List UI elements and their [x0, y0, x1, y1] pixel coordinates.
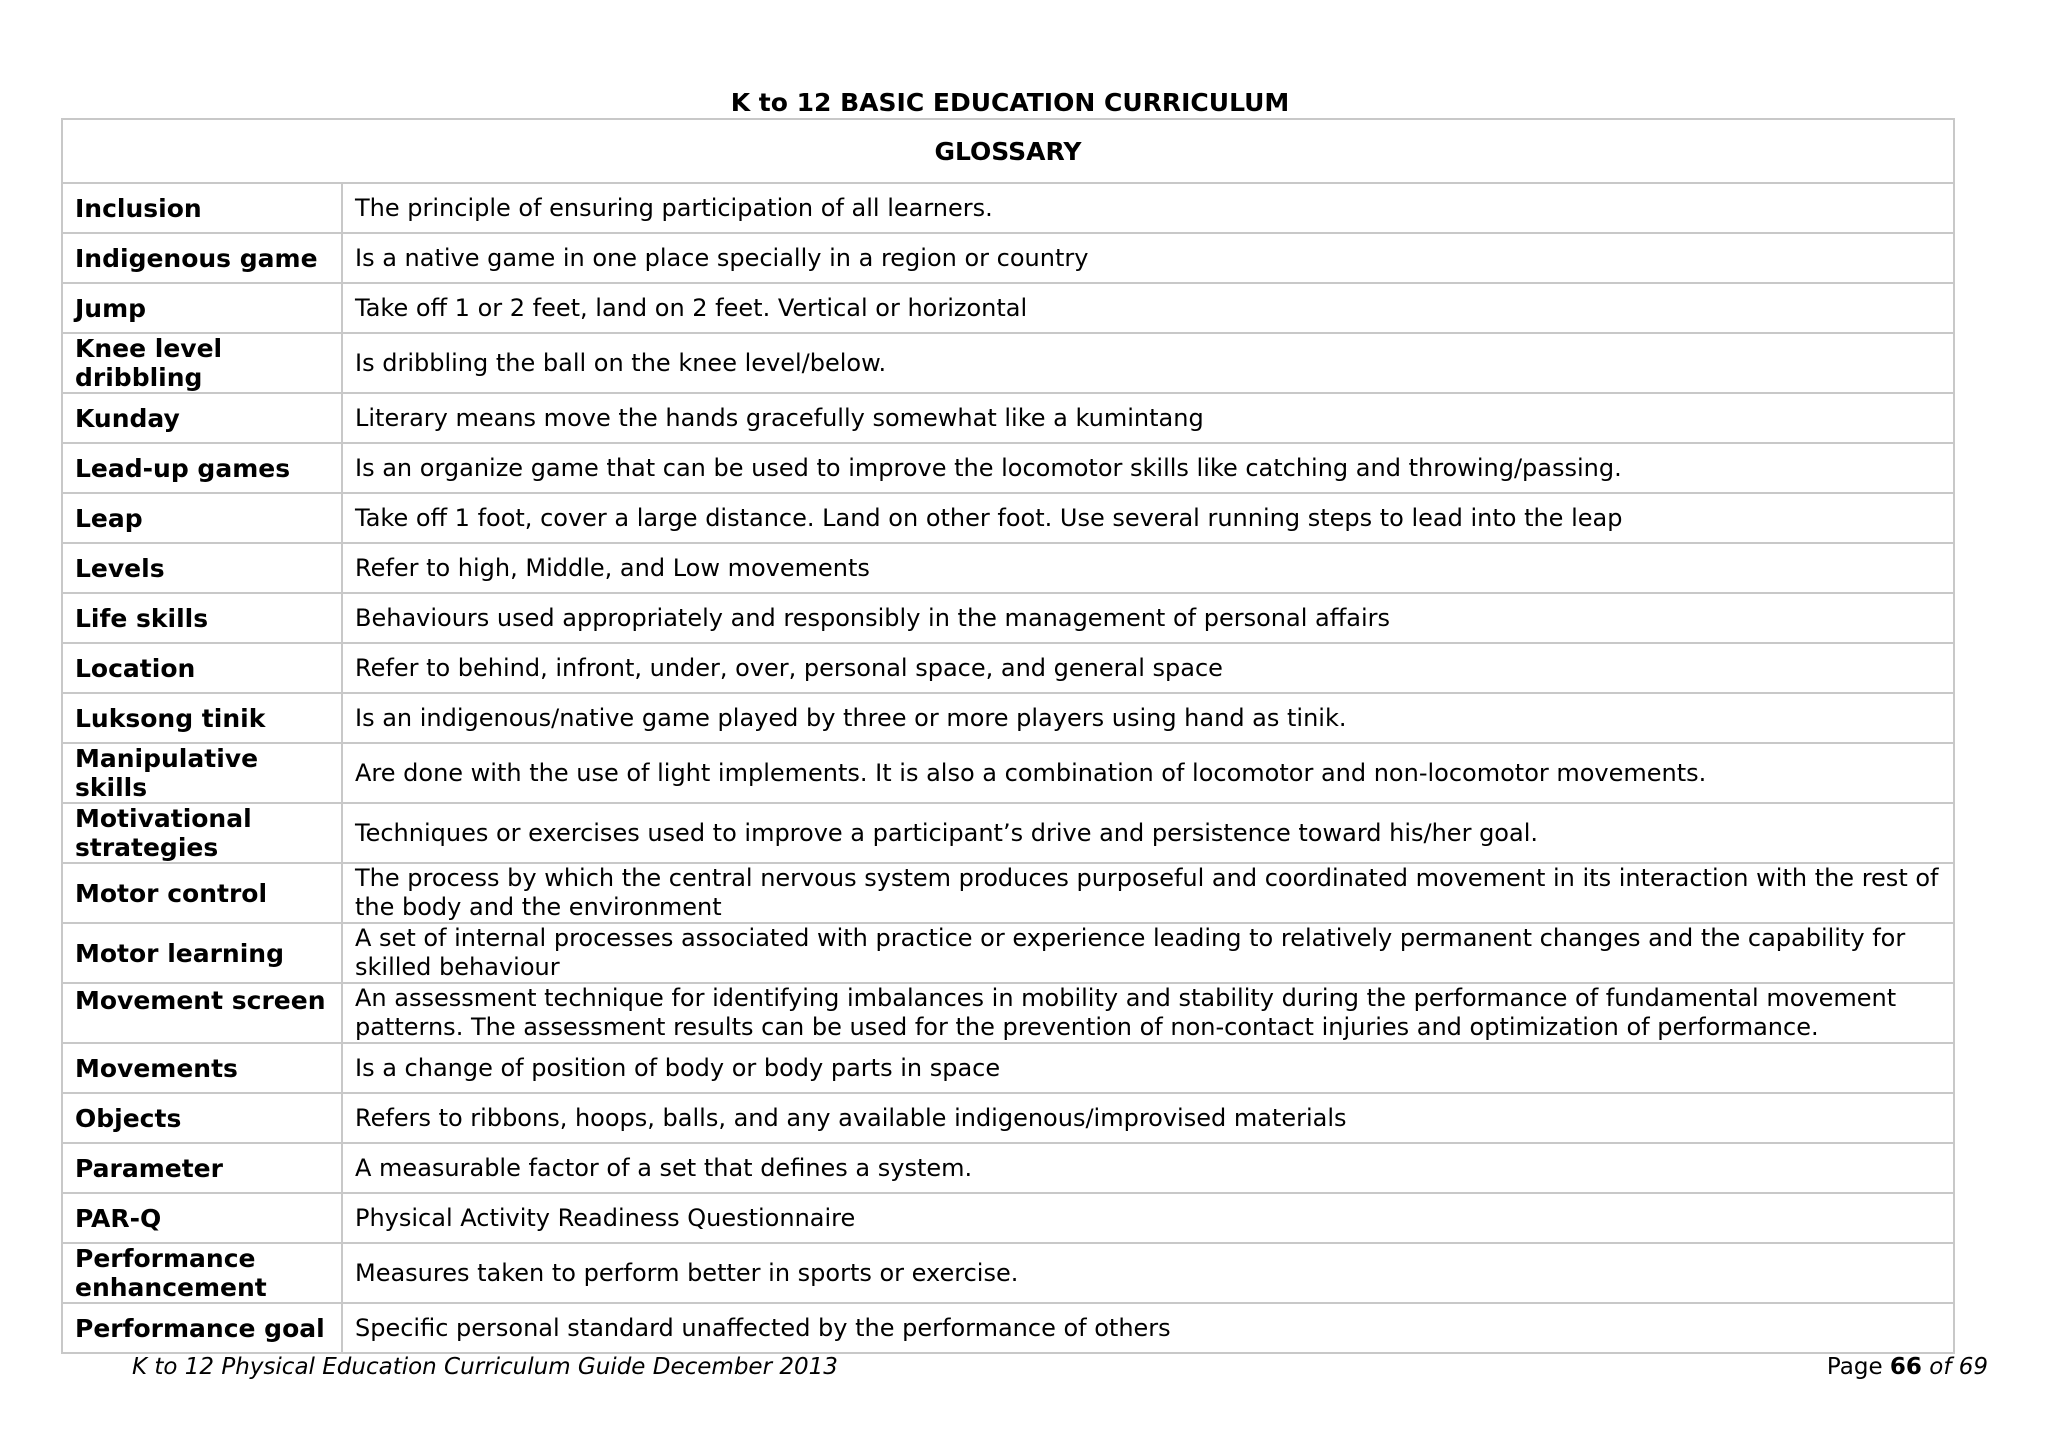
- table-row: [62, 1303, 1954, 1353]
- glossary-term: Motor control: [62, 863, 342, 923]
- glossary-term: Performance goal: [62, 1303, 342, 1353]
- glossary-term: Inclusion: [62, 183, 342, 233]
- glossary-definition: Techniques or exercises used to improve a participant’s drive and persistence toward his/her goal.: [342, 803, 1954, 863]
- glossary-term: Jump: [62, 283, 342, 333]
- guide-title: K to 12 Physical Education Curriculum Guide December 2013: [132, 1354, 838, 1380]
- glossary-term: Motivational strategies: [62, 803, 342, 863]
- glossary-definition: Take off 1 or 2 feet, land on 2 feet. Vertical or horizontal: [342, 283, 1954, 333]
- glossary-definition: The process by which the central nervous system produces purposeful and coordinated movement in its interaction with the rest of the body and the environment: [342, 863, 1954, 923]
- glossary-definition: Is dribbling the ball on the knee level/below.: [342, 333, 1954, 393]
- glossary-heading-row: [62, 119, 1954, 183]
- glossary-term: Leap: [62, 493, 342, 543]
- glossary-term: Parameter: [62, 1143, 342, 1193]
- glossary-term: Indigenous game: [62, 233, 342, 283]
- glossary-definition: Measures taken to perform better in sports or exercise.: [342, 1243, 1954, 1303]
- table-row: [62, 1043, 1954, 1093]
- table-row: [62, 1243, 1954, 1303]
- glossary-term: Performance enhancement: [62, 1243, 342, 1303]
- glossary-term: Levels: [62, 543, 342, 593]
- glossary-definition: Physical Activity Readiness Questionnaire: [342, 1193, 1954, 1243]
- table-row: [62, 543, 1954, 593]
- table-row: [62, 1093, 1954, 1143]
- glossary-term: Life skills: [62, 593, 342, 643]
- table-row: [62, 393, 1954, 443]
- glossary-definition: Is a native game in one place specially in a region or country: [342, 233, 1954, 283]
- glossary-definition: Specific personal standard unaffected by the performance of others: [342, 1303, 1954, 1353]
- glossary-definition: Refers to ribbons, hoops, balls, and any available indigenous/improvised materials: [342, 1093, 1954, 1143]
- table-row: [62, 1143, 1954, 1193]
- page-label: Page: [1826, 1354, 1883, 1380]
- glossary-definition: Literary means move the hands gracefully somewhat like a kumintang: [342, 393, 1954, 443]
- glossary-term: Manipulative skills: [62, 743, 342, 803]
- table-row: [62, 233, 1954, 283]
- glossary-term: Movements: [62, 1043, 342, 1093]
- page-indicator: [1827, 1352, 1988, 1382]
- glossary-definition: An assessment technique for identifying imbalances in mobility and stability during the performance of fundamental movement patterns. The assessment results can be used for the prevention of non-contact injuries and optimization of performance.: [342, 983, 1954, 1043]
- glossary-definition: Are done with the use of light implements. It is also a combination of locomotor and non-locomotor movements.: [342, 743, 1954, 803]
- page-number: 66: [1889, 1354, 1922, 1380]
- table-row: [62, 593, 1954, 643]
- glossary-definition: Refer to behind, infront, under, over, personal space, and general space: [342, 643, 1954, 693]
- page-footer: [132, 1352, 1988, 1382]
- table-row: [62, 923, 1954, 983]
- glossary-term: Location: [62, 643, 342, 693]
- table-row: [62, 443, 1954, 493]
- glossary-term: Luksong tinik: [62, 693, 342, 743]
- table-row: [62, 863, 1954, 923]
- table-row: [62, 1193, 1954, 1243]
- glossary-definition: Is an organize game that can be used to improve the locomotor skills like catching and throwing/passing.: [342, 443, 1954, 493]
- table-row: [62, 333, 1954, 393]
- glossary-definition: A measurable factor of a set that defines a system.: [342, 1143, 1954, 1193]
- glossary-term: Objects: [62, 1093, 342, 1143]
- table-row: [62, 743, 1954, 803]
- glossary-definition: Behaviours used appropriately and responsibly in the management of personal affairs: [342, 593, 1954, 643]
- glossary-term: PAR-Q: [62, 1193, 342, 1243]
- glossary-term: Motor learning: [62, 923, 342, 983]
- table-row: [62, 803, 1954, 863]
- glossary-term: Movement screen: [62, 983, 342, 1043]
- table-row: [62, 493, 1954, 543]
- table-row: [62, 693, 1954, 743]
- glossary-term: Lead-up games: [62, 443, 342, 493]
- page-total: of 69: [1929, 1354, 1988, 1380]
- glossary-section-title: GLOSSARY: [62, 119, 1954, 183]
- glossary-definition: Is an indigenous/native game played by three or more players using hand as tinik.: [342, 693, 1954, 743]
- glossary-term: Knee level dribbling: [62, 333, 342, 393]
- glossary-definition: The principle of ensuring participation of all learners.: [342, 183, 1954, 233]
- table-row: [62, 283, 1954, 333]
- glossary-table: [61, 118, 1955, 1354]
- glossary-definition: Is a change of position of body or body parts in space: [342, 1043, 1954, 1093]
- glossary-definition: A set of internal processes associated with practice or experience leading to relatively permanent changes and the capability for skilled behaviour: [342, 923, 1954, 983]
- table-row: [62, 183, 1954, 233]
- table-row: [62, 983, 1954, 1043]
- table-row: [62, 643, 1954, 693]
- glossary-term: Kunday: [62, 393, 342, 443]
- glossary-definition: Refer to high, Middle, and Low movements: [342, 543, 1954, 593]
- page-title: K to 12 BASIC EDUCATION CURRICULUM: [730, 88, 1290, 117]
- glossary-definition: Take off 1 foot, cover a large distance. Land on other foot. Use several running steps to lead into the leap: [342, 493, 1954, 543]
